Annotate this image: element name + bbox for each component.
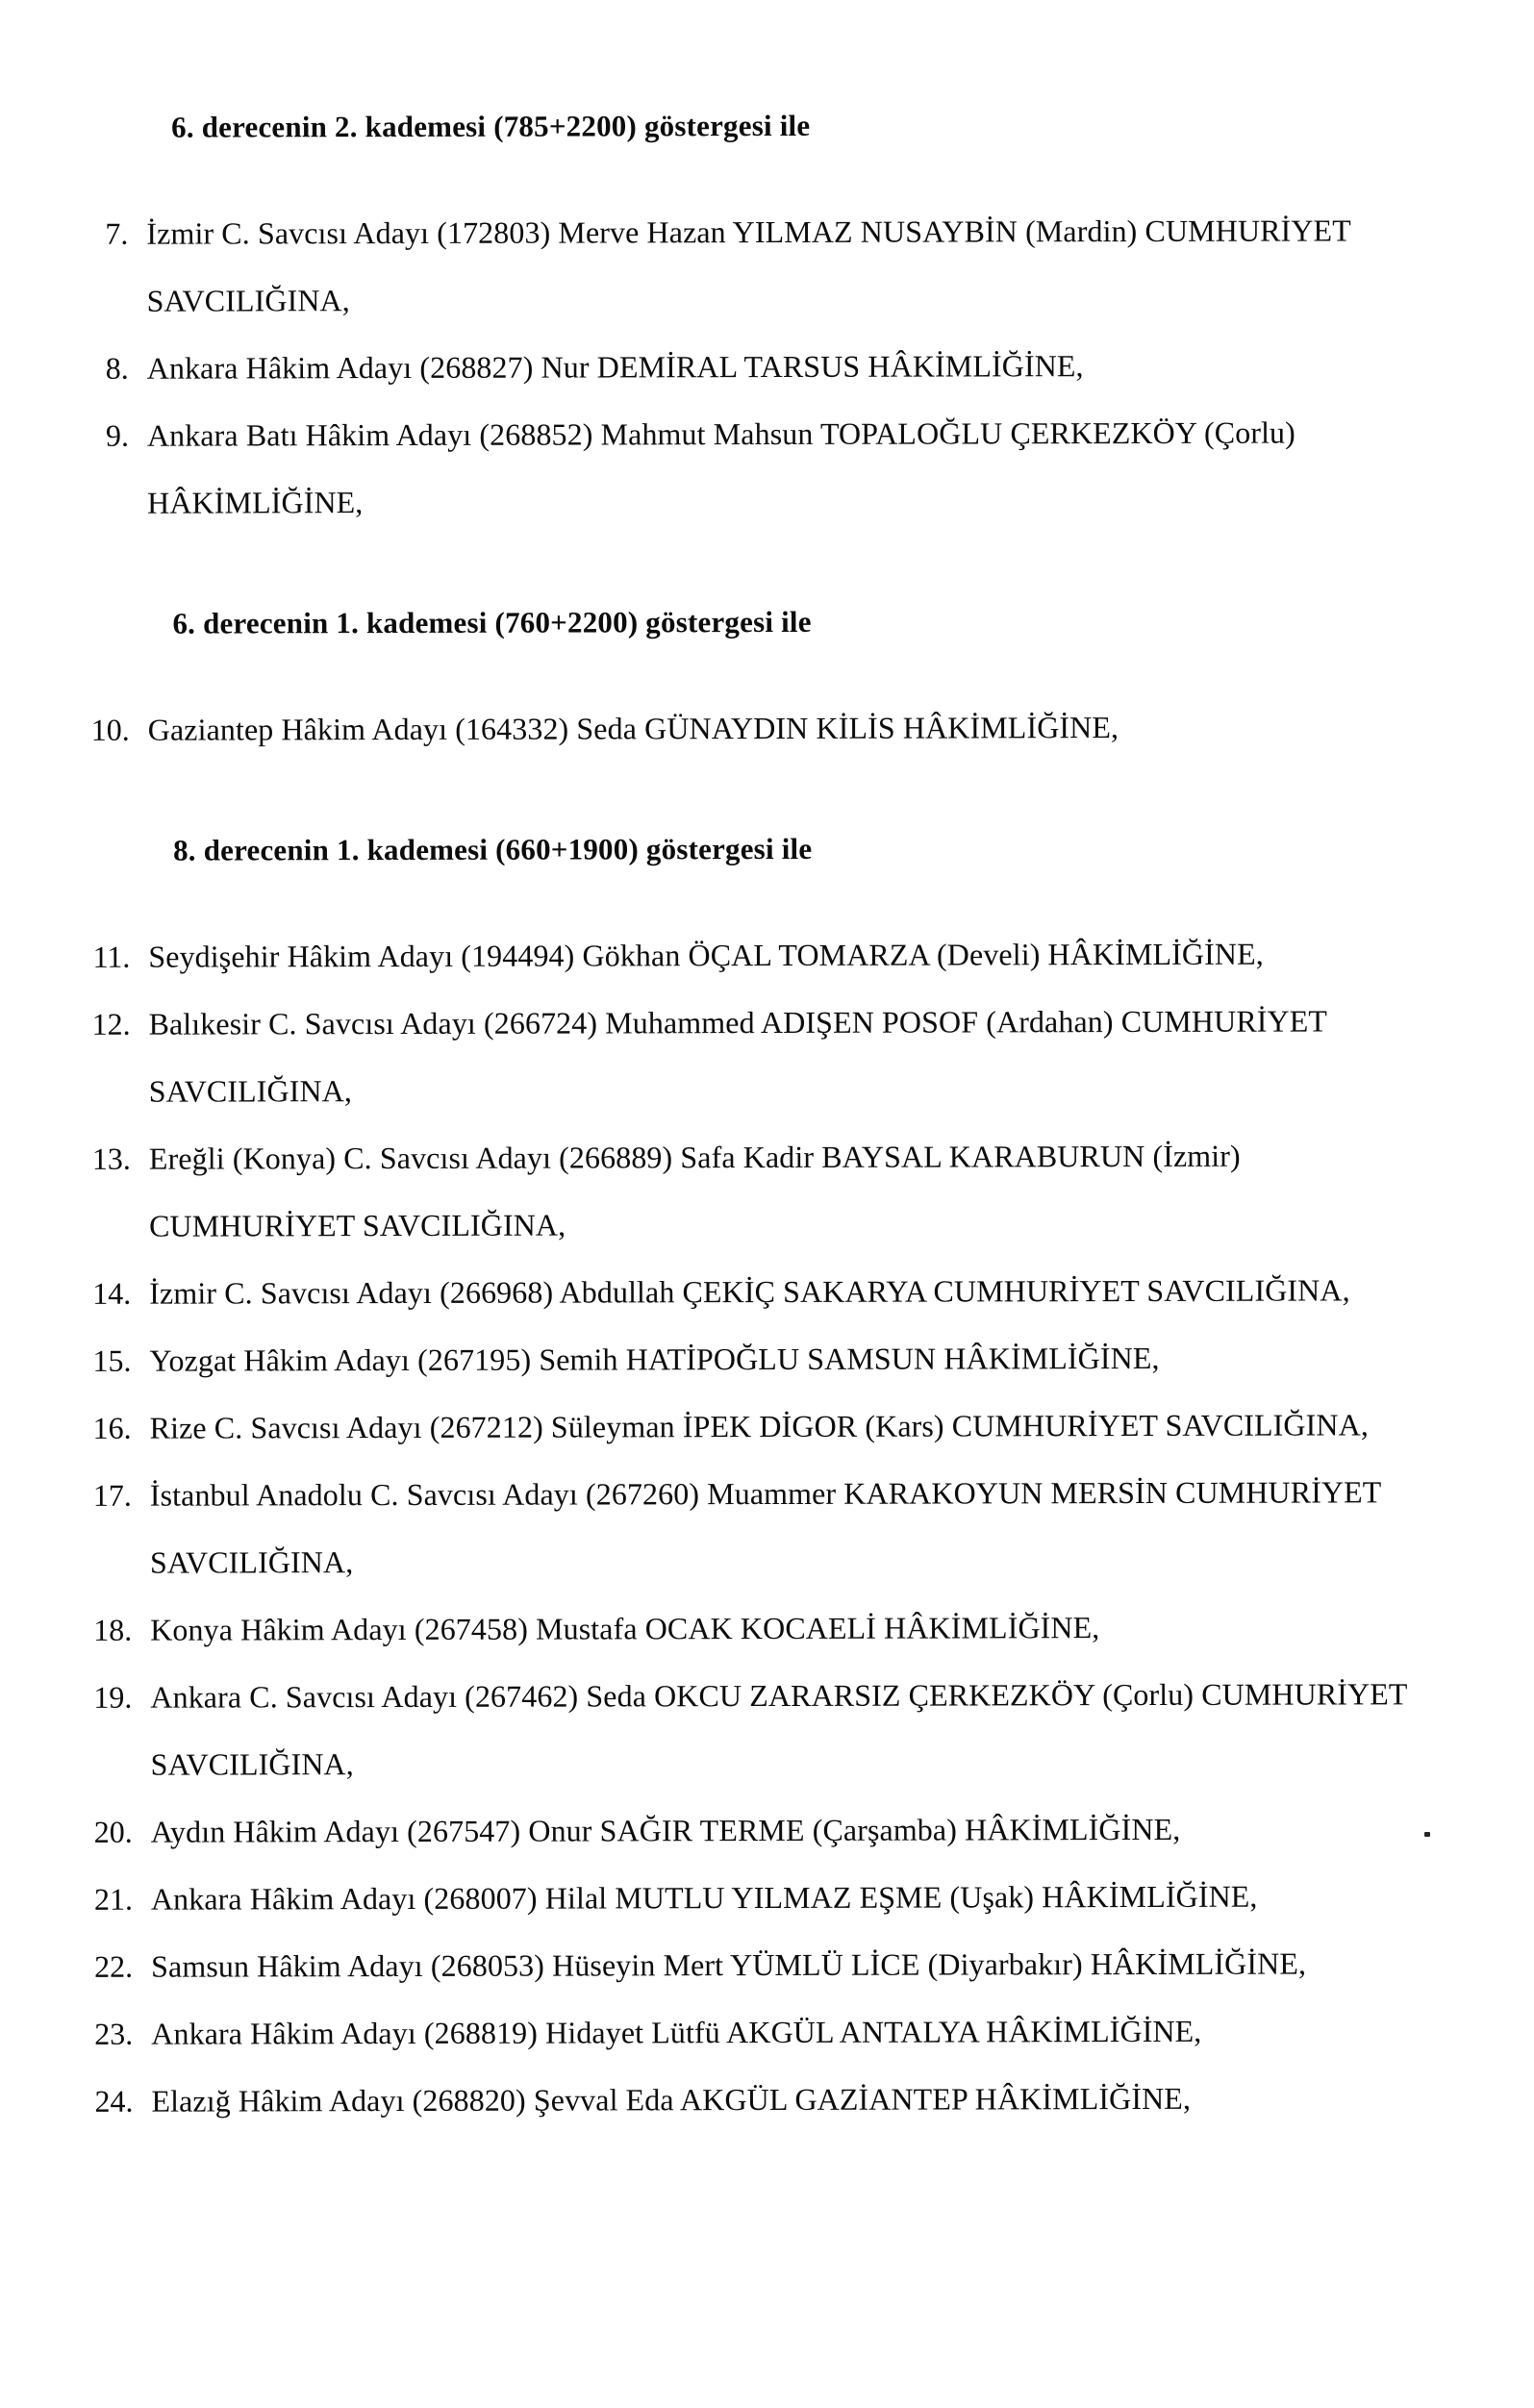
list-item: [4, 1458, 1534, 1596]
item-number: 12.: [91, 1006, 131, 1041]
list-item: [4, 1660, 1534, 1798]
item-text: Balıkesir C. Savcısı Adayı (266724) Muhammed ADIŞEN POSOF (Ardahan) CUMHURİYET SAVCILIĞINA,: [148, 1003, 1328, 1109]
list-item: [1, 398, 1534, 537]
item-text: Rize C. Savcısı Adayı (267212) Süleyman İPEK DİGOR (Kars) CUMHURİYET SAVCILIĞINA,: [149, 1407, 1369, 1445]
item-text: Gaziantep Hâkim Adayı (164332) Seda GÜNAYDIN KİLİS HÂKİMLİĞİNE,: [147, 710, 1119, 747]
list-item: [2, 987, 1534, 1125]
item-number: 24.: [94, 2083, 134, 2119]
grade-section: [0, 90, 1534, 537]
item-number: 17.: [92, 1477, 132, 1513]
grade-step-heading: 6. derecenin 1. kademesi (760+2200) göstergesi ile: [172, 604, 812, 640]
list-item: [3, 1121, 1534, 1260]
list-item: [4, 1593, 1534, 1664]
item-text: Yozgat Hâkim Adayı (267195) Semih HATİPOĞLU SAMSUN HÂKİMLİĞİNE,: [149, 1340, 1160, 1378]
item-text: İstanbul Anadolu C. Savcısı Adayı (267260) Muammer KARAKOYUN MERSİN CUMHURİYET SAVCILIĞINA,: [149, 1474, 1382, 1580]
item-number: 7.: [105, 215, 129, 251]
list-item: [2, 692, 1534, 764]
list-item: [3, 1256, 1534, 1327]
item-number: 23.: [94, 2016, 134, 2051]
list-item: [5, 1862, 1534, 1933]
item-text: Ereğli (Konya) C. Savcısı Adayı (266889) Safa Kadir BAYSAL KARABURUN (İzmir) CUMHURİYET SAVCILIĞINA,: [148, 1138, 1241, 1243]
item-number: 8.: [105, 350, 129, 386]
item-text: Aydın Hâkim Adayı (267547) Onur SAĞIR TERME (Çarşamba) HÂKİMLİĞİNE,: [150, 1811, 1181, 1849]
list-item: [2, 919, 1534, 991]
item-number: 10.: [90, 712, 130, 747]
item-number: 14.: [92, 1275, 132, 1311]
list-item: [1, 331, 1534, 402]
item-number: 19.: [93, 1679, 133, 1715]
item-number: 22.: [94, 1948, 134, 1984]
item-number: 20.: [93, 1814, 133, 1849]
item-number: 11.: [92, 939, 131, 974]
item-number: 18.: [93, 1612, 133, 1647]
item-text: Ankara Hâkim Adayı (268827) Nur DEMİRAL TARSUS HÂKİMLİĞİNE,: [146, 348, 1084, 386]
item-text: Samsun Hâkim Adayı (268053) Hüseyin Mert YÜMLÜ LİCE (Diyarbakır) HÂKİMLİĞİNE,: [151, 1945, 1307, 1984]
item-number: 16.: [92, 1410, 132, 1445]
item-number: 13.: [91, 1141, 131, 1176]
scan-speck: [1424, 1832, 1430, 1837]
item-text: Konya Hâkim Adayı (267458) Mustafa OCAK KOCAELİ HÂKİMLİĞİNE,: [150, 1610, 1100, 1647]
item-text: Seydişehir Hâkim Adayı (194494) Gökhan ÖÇAL TOMARZA (Develi) HÂKİMLİĞİNE,: [148, 936, 1264, 974]
item-text: Ankara Hâkim Adayı (268007) Hilal MUTLU YILMAZ EŞME (Uşak) HÂKİMLİĞİNE,: [150, 1878, 1258, 1917]
grade-section: [1, 587, 1534, 764]
list-item: [5, 1996, 1534, 2068]
document-content: [0, 90, 1534, 2135]
item-number: 15.: [92, 1342, 132, 1378]
grade-step-heading: 8. derecenin 1. kademesi (660+1900) göstergesi ile: [173, 831, 813, 867]
list-item: [5, 1929, 1534, 2000]
item-text: İzmir C. Savcısı Adayı (172803) Merve Hazan YILMAZ NUSAYBİN (Mardin) CUMHURİYET SAVCILIĞINA,: [146, 213, 1351, 318]
grade-section: [2, 814, 1534, 2135]
list-item: [0, 196, 1534, 335]
list-item: [5, 2064, 1534, 2135]
item-number: 21.: [93, 1881, 133, 1917]
item-text: Elazığ Hâkim Adayı (268820) Şevval Eda AKGÜL GAZİANTEP HÂKİMLİĞİNE,: [151, 2080, 1192, 2119]
list-item: [5, 1794, 1534, 1866]
list-item: [4, 1391, 1534, 1462]
item-text: Ankara Batı Hâkim Adayı (268852) Mahmut Mahsun TOPALOĞLU ÇERKEZKÖY (Çorlu) HÂKİMLİĞİNE,: [146, 414, 1295, 520]
item-text: İzmir C. Savcısı Adayı (266968) Abdullah ÇEKİÇ SAKARYA CUMHURİYET SAVCILIĞINA,: [149, 1272, 1350, 1311]
item-text: Ankara Hâkim Adayı (268819) Hidayet Lütfü AKGÜL ANTALYA HÂKİMLİĞİNE,: [151, 2013, 1202, 2051]
item-text: Ankara C. Savcısı Adayı (267462) Seda OKCU ZARARSIZ ÇERKEZKÖY (Çorlu) CUMHURİYET SAVCILIĞINA,: [150, 1676, 1408, 1782]
list-item: [3, 1323, 1534, 1394]
item-number: 9.: [105, 417, 129, 453]
grade-step-heading: 6. derecenin 2. kademesi (785+2200) göstergesi ile: [171, 108, 811, 144]
